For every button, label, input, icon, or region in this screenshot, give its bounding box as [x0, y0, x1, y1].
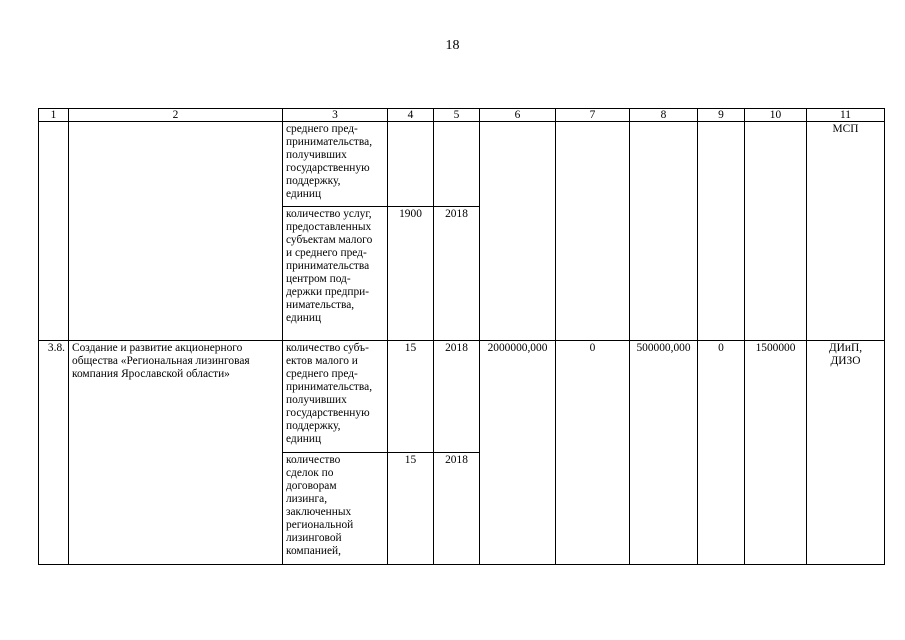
column-number: 2	[69, 109, 283, 122]
column-number: 3	[283, 109, 388, 122]
table-row	[39, 341, 885, 453]
funding-cell	[556, 122, 630, 341]
column-number: 11	[807, 109, 885, 122]
indicator-year-cell	[434, 122, 480, 207]
column-number: 6	[480, 109, 556, 122]
page-number: 18	[445, 38, 460, 53]
funding-total-cell: 2000000,000	[480, 341, 556, 565]
row-name-cell: Создание и развитие акционерного общества «Региональная лизинговая компания Ярославской области»	[69, 341, 283, 565]
indicator-year-cell: 2018	[434, 341, 480, 453]
indicator-value-cell	[388, 122, 434, 207]
indicator-cell: количество субъ- ектов малого и среднего пред- принимательства, получивших государственную поддержку, единиц	[283, 341, 388, 453]
column-number: 8	[630, 109, 698, 122]
funding-cell	[698, 122, 745, 341]
funding-cell	[630, 122, 698, 341]
indicator-value-cell: 15	[388, 453, 434, 565]
executor-cell: МСП	[807, 122, 885, 341]
indicator-value-cell: 1900	[388, 207, 434, 341]
funding-cell: 1500000	[745, 341, 807, 565]
column-number: 9	[698, 109, 745, 122]
funding-cell	[745, 122, 807, 341]
table-row	[39, 122, 885, 207]
indicator-year-cell: 2018	[434, 207, 480, 341]
column-number: 5	[434, 109, 480, 122]
executor-cell: ДИиП, ДИЗО	[807, 341, 885, 565]
row-number-cell: 3.8.	[39, 341, 69, 565]
indicator-cell: количество услуг, предоставленных субъектам малого и среднего пред- принимательства центром под- держки предпри- нимательства, единиц	[283, 207, 388, 341]
indicator-cell: количество сделок по договорам лизинга, заключенных региональной лизинговой компанией,	[283, 453, 388, 565]
funding-cell: 500000,000	[630, 341, 698, 565]
funding-cell: 0	[556, 341, 630, 565]
program-table	[38, 108, 885, 565]
funding-cell: 0	[698, 341, 745, 565]
indicator-cell: среднего пред- принимательства, получивших государственную поддержку, единиц	[283, 122, 388, 207]
funding-cell	[480, 122, 556, 341]
column-number: 10	[745, 109, 807, 122]
column-number: 4	[388, 109, 434, 122]
column-number-row	[39, 109, 885, 122]
row-number-cell	[39, 122, 69, 341]
column-number: 7	[556, 109, 630, 122]
indicator-value-cell: 15	[388, 341, 434, 453]
indicator-year-cell: 2018	[434, 453, 480, 565]
row-name-cell	[69, 122, 283, 341]
column-number: 1	[39, 109, 69, 122]
